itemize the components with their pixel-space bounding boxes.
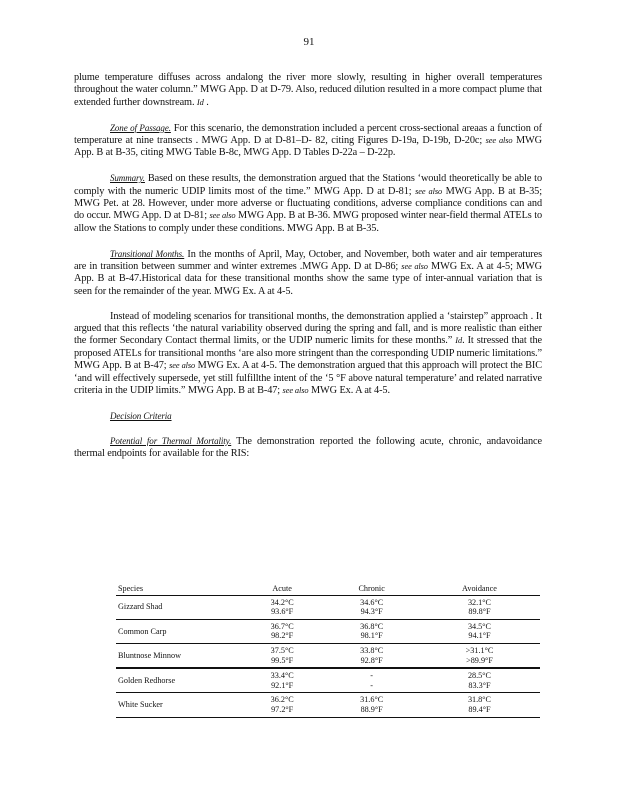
acute-cell: 33.4°C 92.1°F (240, 668, 324, 693)
transitional-months-heading: Transitional Months. (110, 248, 185, 259)
page-number: 91 (303, 36, 315, 48)
paragraph-plume: plume temperature diffuses across andalong the river more slowly, resulting in higher overall temperatures throughout the water column.” MWG App. D at D-79. Also, reduced dilution resulted in a more compact plume that extended further downstream. Id . (74, 72, 542, 108)
thermal-mortality-heading: Potential for Thermal Mortality. (110, 435, 232, 446)
acute-cell: 36.7°C 98.2°F (240, 619, 324, 643)
acute-cell: 36.2°C 97.2°F (240, 693, 324, 717)
body-text (74, 72, 542, 473)
table-row (116, 693, 540, 717)
paragraph-transitional-months: Transitional Months. In the months of April, May, October, and November, both water and air temperatures are in transition between summer and winter extremes .MWG App. D at D-86; see also MWG Ex. A at 4-5; MWG App. B at B-47.Historical data for these transitional months show the same type of inter-annual variation that is seen for the remainder of the year. MWG Ex. A at 4-5. (74, 248, 542, 297)
chronic-cell: 34.6°C 94.3°F (324, 595, 419, 619)
chronic-cell: 33.8°C 92.8°F (324, 643, 419, 668)
species-cell: Gizzard Shad (116, 595, 240, 619)
acute-cell: 34.2°C 93.6°F (240, 595, 324, 619)
zone-of-passage-heading: Zone of Passage. (110, 122, 171, 133)
table-row (116, 643, 540, 668)
avoidance-column-header: Avoidance (419, 583, 540, 595)
chronic-cell: 31.6°C 88.9°F (324, 693, 419, 717)
avoidance-cell: 32.1°C 89.8°F (419, 595, 540, 619)
paragraph-summary: Summary. Based on these results, the demonstration argued that the Stations ‘would theoretically be able to comply with the numeric UDIP limits most of the time.” MWG App. D at D-81; see also MWG App. B at B-35; MWG Pet. at 28. However, under more adverse or fluctuating conditions, adverse compliance conditions can and do occur. MWG App. D at D-81; see also MWG App. B at B-36. MWG proposed winter near-field thermal ATELs to allow the Stations to comply under these conditions. MWG App. B at B-35. (74, 173, 543, 234)
acute-column-header: Acute (240, 583, 324, 595)
chronic-cell: 36.8°C 98.1°F (324, 619, 419, 643)
acute-cell: 37.5°C 99.5°F (240, 643, 324, 668)
decision-criteria-heading: Decision Criteria (110, 410, 172, 421)
avoidance-cell: >31.1°C >89.9°F (419, 643, 540, 668)
chronic-column-header: Chronic (324, 583, 419, 595)
avoidance-cell: 34.5°C 94.1°F (419, 619, 540, 643)
species-column-header: Species (116, 583, 240, 595)
species-cell: Golden Redhorse (116, 668, 240, 693)
table-row (116, 619, 540, 643)
table-row (116, 595, 540, 619)
paragraph-zone-of-passage: Zone of Passage. For this scenario, the demonstration included a percent cross-sectional areaas a function of temperature at nine transects . MWG App. D at D-81–D- 82, citing Figures D-19a, D-19b, D-20c; see also MWG App. B at B-35, citing MWG Table B-8c, MWG App. D Tables D-22a – D-22p. (74, 122, 542, 159)
species-cell: Common Carp (116, 619, 240, 643)
species-cell: White Sucker (116, 693, 240, 717)
avoidance-cell: 28.5°C 83.3°F (419, 668, 540, 693)
chronic-cell: - - (324, 668, 419, 693)
summary-heading: Summary. (110, 173, 145, 184)
thermal-endpoints-table (116, 583, 540, 718)
species-cell: Bluntnose Minnow (116, 643, 240, 668)
paragraph-stairstep: Instead of modeling scenarios for transitional months, the demonstration applied a ‘stairstep” approach . It argued that this reflects ‘the natural variability observed during the spring and fall, and is more realistic than either the former Secondary Contact thermal limits, or the UDIP numeric limits for these months.” Id. It stressed that the proposed ATELs for transitional months ‘are also more stringent than the corresponding UDIP numeric limitations.” MWG App. B at B-47; see also MWG Ex. A at 4-5. The demonstration argued that this approach will protect the BIC ‘and will effectively supersede, yet still fulfillthe intent of the ‘5 °F above natural temperature’ and related narrative criteria in the UDIP limits.” MWG App. B at B-47; see also MWG Ex. A at 4-5. (74, 310, 542, 397)
avoidance-cell: 31.8°C 89.4°F (419, 693, 540, 717)
paragraph-thermal-mortality: Potential for Thermal Mortality. The demonstration reported the following acute, chronic, andavoidance thermal endpoints for available for the RIS: (74, 435, 542, 460)
table-row (116, 668, 540, 693)
table-header-row (116, 583, 540, 595)
